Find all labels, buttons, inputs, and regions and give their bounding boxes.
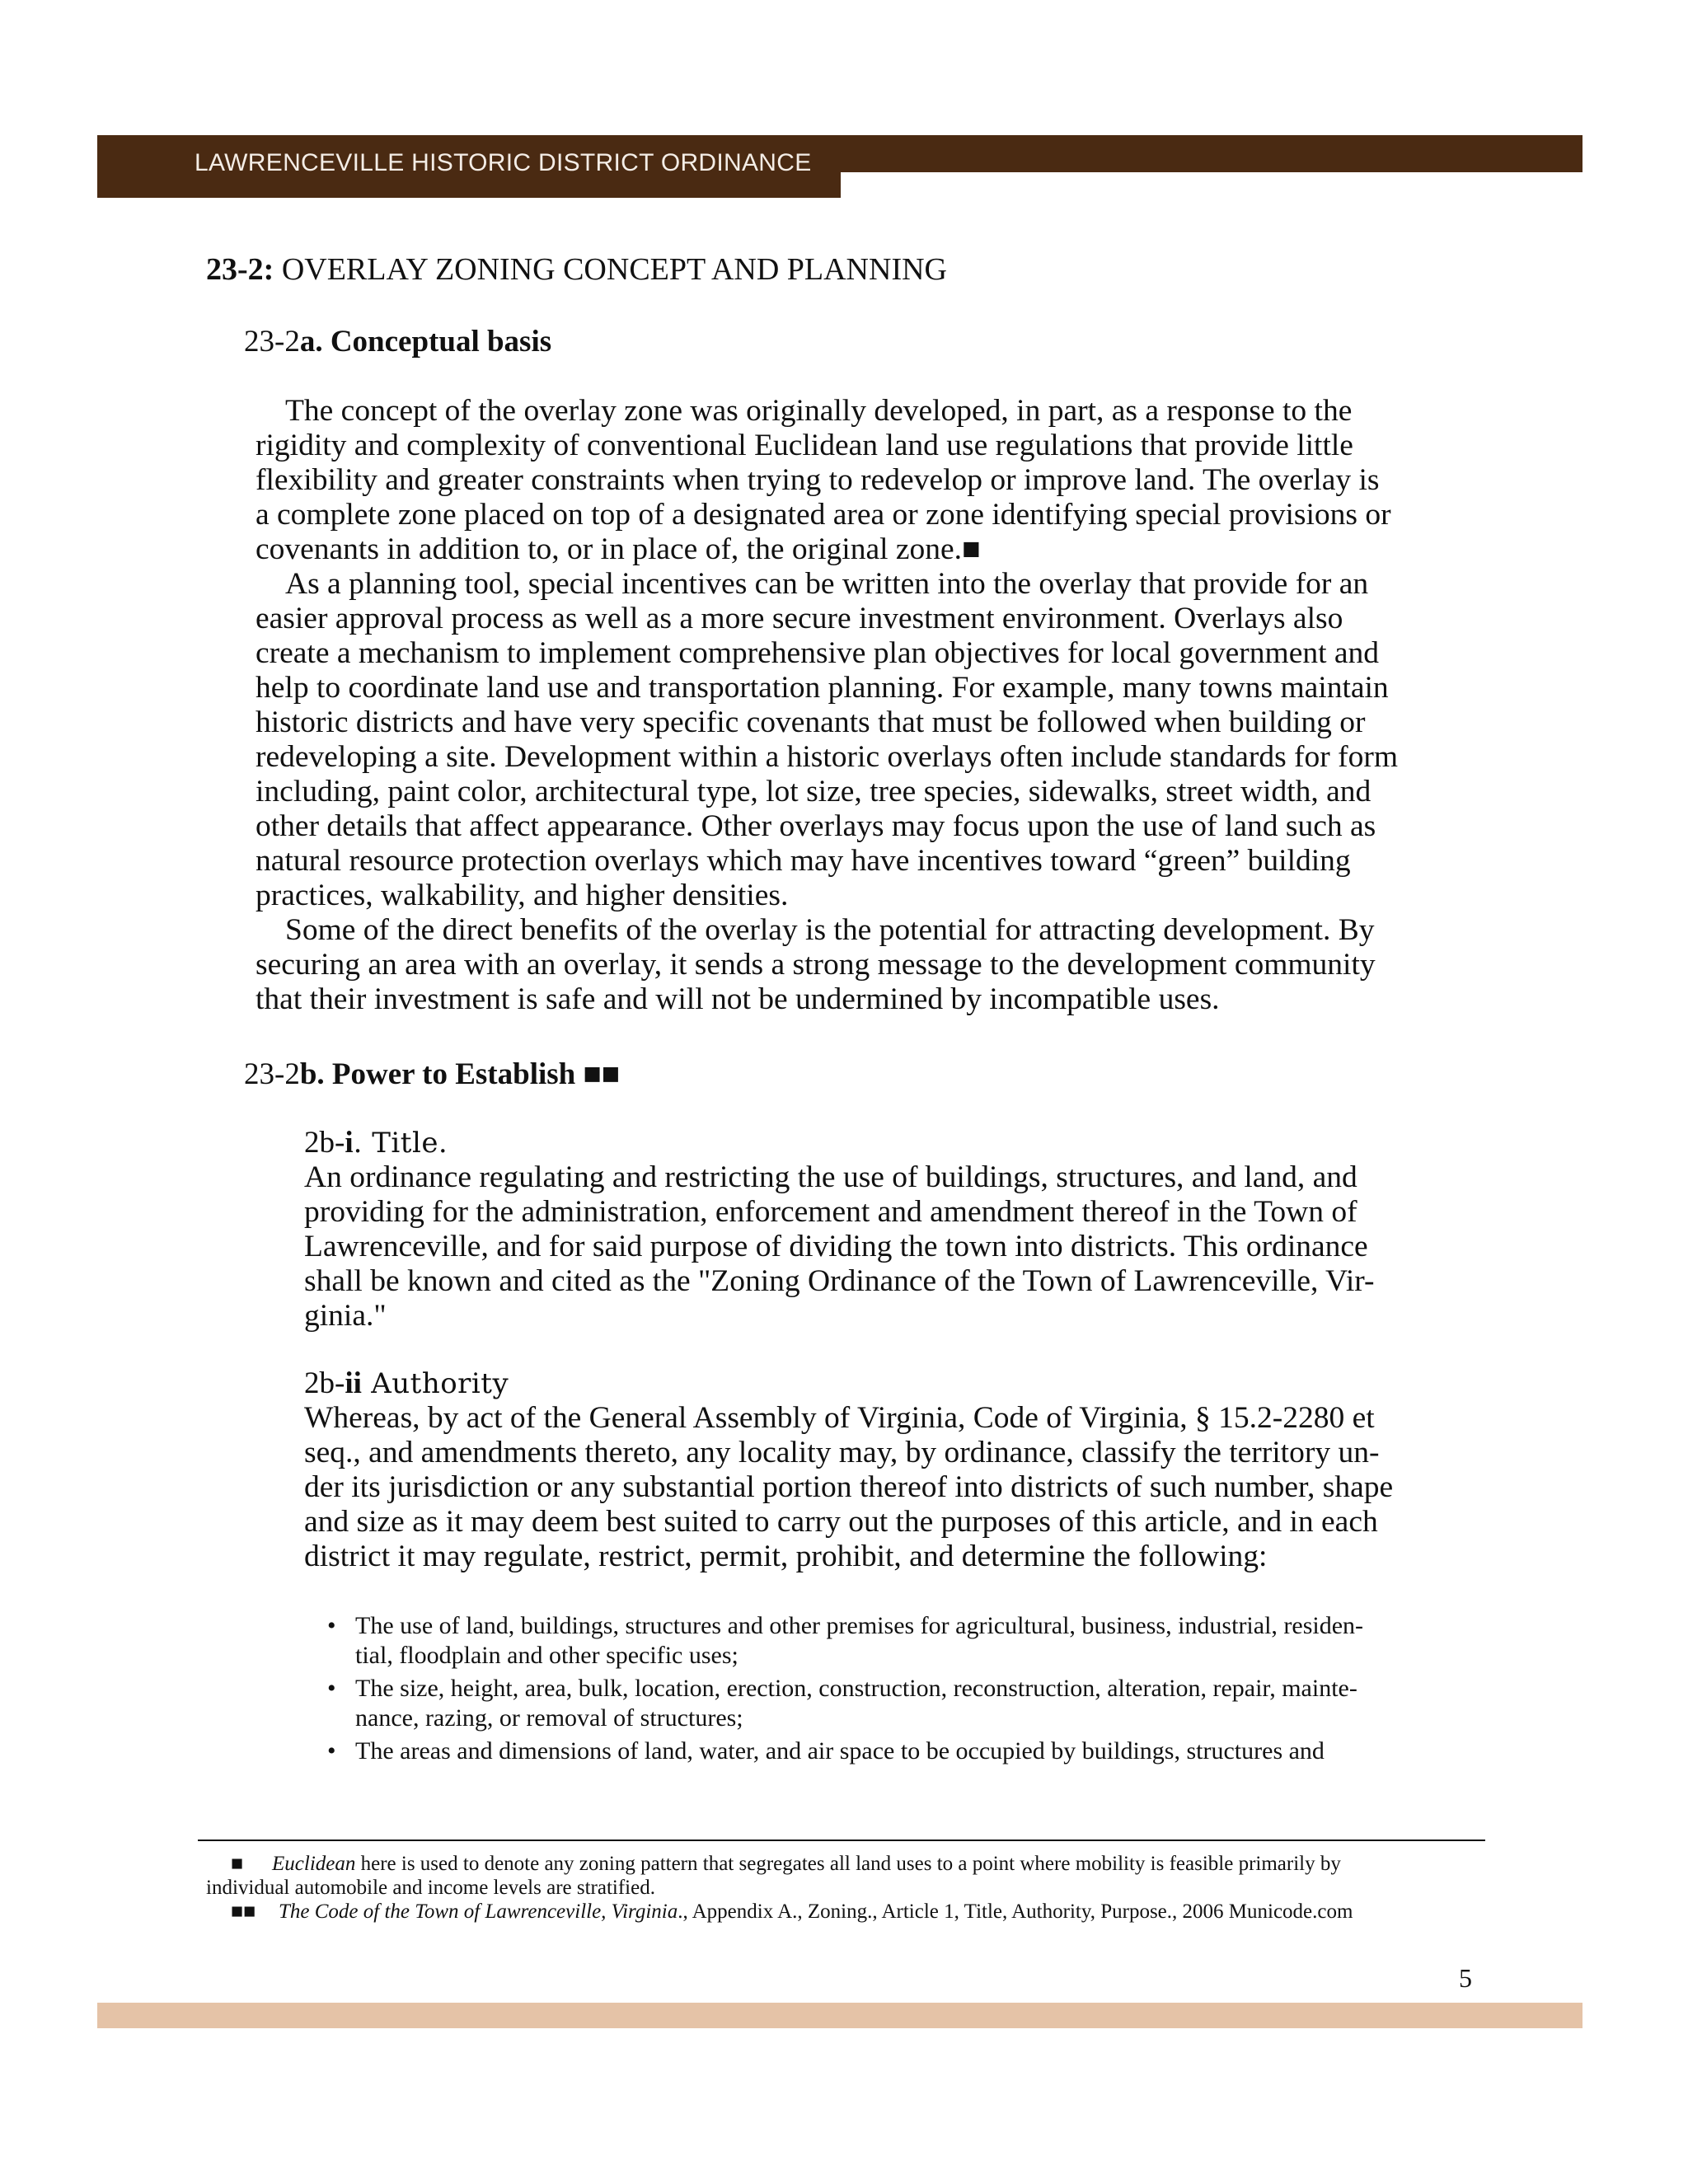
text-line: district it may regulate, restrict, permit, prohibit, and determine the following: xyxy=(304,1540,1268,1573)
text-line: and size as it may deem best suited to carry out the purposes of this article, and in each xyxy=(304,1505,1378,1539)
footnote-1 xyxy=(206,1852,1500,1876)
subsection-heading-b xyxy=(244,1057,620,1092)
text-line: historic districts and have very specific covenants that must be followed when building or xyxy=(256,705,1366,739)
text-line: Some of the direct benefits of the overlay is the potential for attracting development. By xyxy=(285,913,1375,947)
item-ii-title: Authority xyxy=(361,1367,509,1400)
subsection-heading-a xyxy=(244,324,551,359)
list-item xyxy=(326,1736,1496,1766)
list-item-line: tial, floodplain and other specific uses; xyxy=(355,1642,738,1669)
text-line: including, paint color, architectural type, lot size, tree species, sidewalks, street width, and xyxy=(256,775,1372,808)
text-line: Whereas, by act of the General Assembly of Virginia, Code of Virginia, § 15.2-2280 et xyxy=(304,1401,1375,1435)
text-line: flexibility and greater constraints when trying to redevelop or improve land. The overlay is xyxy=(256,463,1380,497)
list-item-line: • The use of land, buildings, structures and other premises for agricultural, business, industrial, residen- xyxy=(355,1612,1364,1639)
text-line: ginia." xyxy=(304,1299,387,1333)
item-i-numeral: i xyxy=(345,1126,354,1160)
text-line: providing for the administration, enforcement and amendment thereof in the Town of xyxy=(304,1195,1357,1229)
list-item-line: • The size, height, area, bulk, location, erection, construction, reconstruction, alteration, repair, mainte- xyxy=(355,1675,1357,1702)
footnotes xyxy=(206,1852,1500,1924)
subsection-b-title: b. Power to Establish ■■ xyxy=(299,1057,621,1091)
text-line: help to coordinate land use and transportation planning. For example, many towns maintain xyxy=(256,671,1389,705)
conceptual-basis-text xyxy=(256,394,1492,1017)
item-title-section xyxy=(304,1126,1483,1333)
item-ii-numeral: ii xyxy=(345,1366,362,1400)
item-ii-prefix: 2b- xyxy=(304,1366,345,1400)
section-number: 23-2: xyxy=(206,252,274,287)
text-line: seq., and amendments thereto, any locality may, by ordinance, classify the territory un- xyxy=(304,1436,1380,1469)
text-line: other details that affect appearance. Other overlays may focus upon the use of land such as xyxy=(256,809,1376,843)
subsection-b-prefix: 23-2 xyxy=(244,1057,300,1091)
subsection-a-prefix: 23-2 xyxy=(244,325,300,359)
list-item xyxy=(326,1611,1496,1671)
footnote-2-source: The Code of the Town of Lawrenceville, Virginia xyxy=(279,1900,678,1923)
footnote-divider xyxy=(198,1840,1485,1841)
item-ii-heading xyxy=(304,1366,1483,1401)
text-line: easier approval process as well as a more secure investment environment. Overlays also xyxy=(256,602,1343,635)
footnote-2 xyxy=(206,1900,1500,1924)
item-i-heading xyxy=(304,1126,1483,1160)
section-title: OVERLAY ZONING CONCEPT AND PLANNING xyxy=(274,252,947,287)
footnote-1-text: here is used to denote any zoning pattern that segregates all land uses to a point where mobility is feasible primarily by xyxy=(355,1853,1341,1875)
text-line: As a planning tool, special incentives can be written into the overlay that provide for an xyxy=(285,567,1369,601)
text-line: natural resource protection overlays which may have incentives toward “green” building xyxy=(256,844,1351,878)
text-line: create a mechanism to implement comprehensive plan objectives for local government and xyxy=(256,636,1380,670)
text-line: shall be known and cited as the "Zoning Ordinance of the Town of Lawrenceville, Vir- xyxy=(304,1264,1375,1298)
text-line: redeveloping a site. Development within a historic overlays often include standards for form xyxy=(256,740,1399,774)
footer-bar xyxy=(97,2003,1582,2028)
regulation-list xyxy=(326,1611,1496,1769)
text-line: practices, walkability, and higher densities. xyxy=(256,879,789,912)
item-authority-section xyxy=(304,1366,1483,1574)
footnote-1-term: Euclidean xyxy=(272,1853,356,1875)
text-line: The concept of the overlay zone was originally developed, in part, as a response to the xyxy=(285,394,1353,428)
text-line: Lawrenceville, and for said purpose of dividing the town into districts. This ordinance xyxy=(304,1230,1368,1263)
item-i-title: . Title. xyxy=(353,1127,448,1160)
page-number: 5 xyxy=(1459,1963,1472,1993)
text-line: covenants in addition to, or in place of, the original zone.■ xyxy=(256,532,981,566)
list-item-line: • The areas and dimensions of land, water, and air space to be occupied by buildings, structures and xyxy=(355,1737,1325,1765)
text-line: securing an area with an overlay, it sends a strong message to the development community xyxy=(256,948,1376,982)
section-heading xyxy=(206,251,947,288)
subsection-a-title: a. Conceptual basis xyxy=(299,325,552,359)
footnote-2-text: ., Appendix A., Zoning., Article 1, Title, Authority, Purpose., 2006 Municode.com xyxy=(678,1900,1353,1923)
text-line: An ordinance regulating and restricting the use of buildings, structures, and land, and xyxy=(304,1160,1357,1194)
text-line: a complete zone placed on top of a designated area or zone identifying special provisions or xyxy=(256,498,1391,532)
footnote-1-continuation: individual automobile and income levels are stratified. xyxy=(206,1877,655,1899)
document-title: LAWRENCEVILLE HISTORIC DISTRICT ORDINANCE xyxy=(195,149,812,176)
footnote-2-marker: ■■ xyxy=(231,1900,256,1923)
text-line: that their investment is safe and will not be undermined by incompatible uses. xyxy=(256,982,1220,1016)
list-item xyxy=(326,1674,1496,1733)
text-line: der its jurisdiction or any substantial portion thereof into districts of such number, shape xyxy=(304,1470,1394,1504)
list-item-line: nance, razing, or removal of structures; xyxy=(355,1704,743,1732)
footnote-1-marker: ■ xyxy=(231,1853,244,1875)
text-line: rigidity and complexity of conventional Euclidean land use regulations that provide little xyxy=(256,429,1353,462)
item-i-prefix: 2b- xyxy=(304,1126,345,1160)
